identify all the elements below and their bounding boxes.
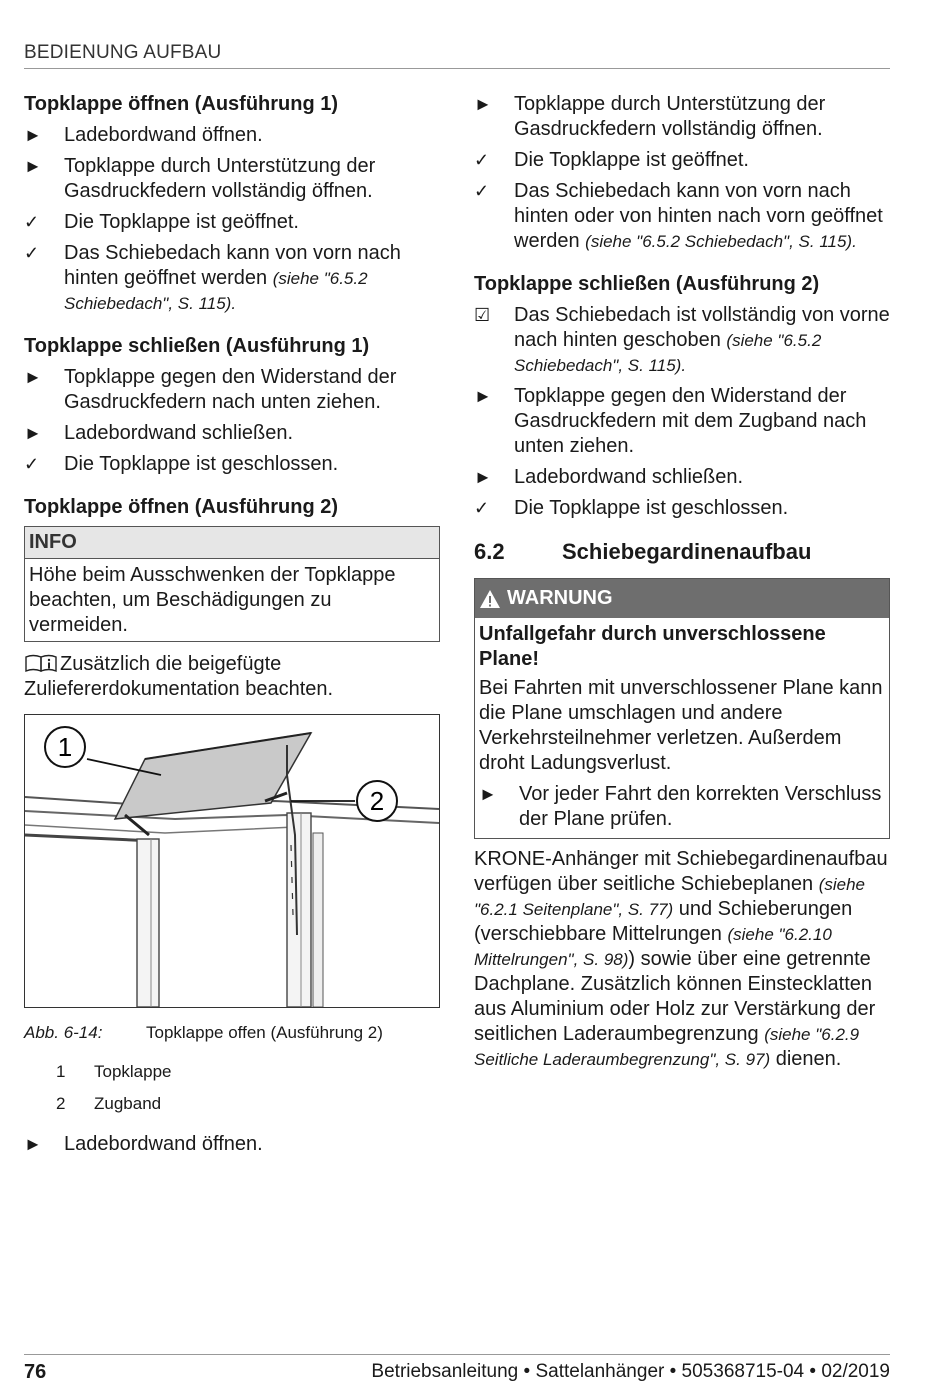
step-list [474,303,890,521]
arrow-icon: ► [474,467,492,487]
list-item: ► Topklappe durch Unterstützung der Gasdruckfedern vollständig öffnen. [474,93,826,140]
warning-box [474,578,890,839]
right-column [474,92,890,1072]
header-title: BEDIENUNG AUFBAU [24,42,222,63]
book-info-icon [24,653,58,673]
warning-title: Unfallgefahr durch unverschlossene Plane! [479,623,826,670]
arrow-icon: ► [24,1134,42,1154]
list-item: ✓ Die Topklappe ist geöffnet. [24,211,299,233]
arrow-icon: ► [24,367,42,387]
check-icon: ✓ [24,243,40,263]
callout-1: 1 [57,732,73,762]
list-item: ► Ladebordwand schließen. [474,466,744,488]
step-list [24,123,440,316]
list-item: ✓ Das Schiebedach kann von vorn nach hinten geöffnet werden (siehe "6.5.2 Schiebedach", S. 115). [24,242,401,313]
cross-reference-link[interactable]: (siehe "6.2.10 Mittelrungen", S. 98) [474,925,832,969]
list-item: ✓ Die Topklappe ist geöffnet. [474,149,749,171]
arrow-icon: ► [24,156,42,176]
check-icon: ✓ [474,498,490,518]
callout-2: 2 [369,786,385,816]
info-text: Höhe beim Ausschwenken der Topklappe beachten, um Beschädigungen zu vermeiden. [29,564,396,636]
page-footer [24,1354,890,1384]
list-item: ► Topklappe gegen den Widerstand der Gasdruckfedern nach unten ziehen. [24,366,397,413]
list-item: ► Ladebordwand öffnen. [24,1133,263,1155]
list-item: ► Ladebordwand öffnen. [24,124,263,146]
footer-text: Betriebsanleitung • Sattelanhänger • 505368715-04 • 02/2019 [371,1361,890,1382]
warning-text: Bei Fahrten mit unverschlossener Plane kann die Plane umschlagen und andere Verkehrsteilnehmer verletzen. Außerdem droht Ladungsverlust. [479,677,883,774]
cross-reference-link[interactable]: (siehe "6.2.1 Seitenplane", S. 77) [474,875,865,919]
legend-row: 1 Topklappe [56,1062,172,1081]
figure-caption [24,1020,440,1045]
arrow-icon: ► [474,386,492,406]
check-icon: ✓ [474,150,490,170]
section-title: Topklappe öffnen (Ausführung 2) [24,496,339,518]
arrow-icon: ► [474,94,492,114]
documentation-note: Zusätzlich die beigefügte Zuliefererdokumentation beachten. [24,653,334,700]
page-header [24,42,890,69]
page-number: 76 [24,1361,47,1383]
body-paragraph: KRONE-Anhänger mit Schiebegardinenaufbau verfügen über seitliche Schiebeplanen (siehe "6.2.1 Seitenplane", S. 77) und Schieberungen (verschiebbare Mittelrungen (siehe "6.2.10 Mittelrungen", S. 98)) sowie über eine getrennte Dachplane. Zusätzlich können Einstecklatten aus Aluminium oder Holz zur Verstärkung der seitlichen Laderaumbegrenzung (siehe "6.2.9 Seitliche Laderaumbegrenzung", S. 97) dienen. [474,848,888,1070]
section-title: Topklappe schließen (Ausführung 2) [474,273,820,295]
step-list [24,365,440,477]
checkbox-icon: ☑ [474,305,491,325]
check-icon: ✓ [474,181,490,201]
chapter-heading [474,539,890,564]
legend-row: 2 Zugband [56,1094,162,1113]
caption-text: Topklappe offen (Ausführung 2) [146,1023,383,1042]
figure-legend [24,1059,440,1116]
arrow-icon: ► [24,423,42,443]
cross-reference-link[interactable]: (siehe "6.5.2 Schiebedach", S. 115). [585,232,857,251]
warning-triangle-icon [479,589,501,609]
list-item: ✓ Die Topklappe ist geschlossen. [474,497,789,519]
arrow-icon: ► [24,125,42,145]
check-icon: ✓ [24,212,40,232]
step-list [474,92,890,254]
warning-heading: WARNUNG [475,579,889,618]
list-item: ► Ladebordwand schließen. [24,422,294,444]
left-column [24,92,440,1175]
chapter-title: Schiebegardinenaufbau [562,539,812,564]
list-item: ✓ Das Schiebedach kann von vorn nach hinten oder von hinten nach vorn geöffnet werden (siehe "6.5.2 Schiebedach", S. 115). [474,180,883,252]
chapter-number: 6.2 [474,539,505,564]
list-item: ✓ Die Topklappe ist geschlossen. [24,453,339,475]
caption-label: Abb. 6-14: [24,1023,103,1042]
info-box [24,526,440,642]
list-item: ► Topklappe gegen den Widerstand der Gasdruckfedern mit dem Zugband nach unten ziehen. [474,385,867,457]
cross-reference-link[interactable]: (siehe "6.5.2 Schiebedach", S. 115). [514,331,822,375]
list-item: ► Vor jeder Fahrt den korrekten Verschluss der Plane prüfen. [479,783,882,830]
info-heading: INFO [25,527,439,559]
section-title: Topklappe öffnen (Ausführung 1) [24,93,339,115]
check-icon: ✓ [24,454,40,474]
topklappe-illustration [25,715,439,1007]
list-item: ► Topklappe durch Unterstützung der Gasdruckfedern vollständig öffnen. [24,155,376,202]
arrow-icon: ► [479,784,497,804]
cross-reference-link[interactable]: (siehe "6.5.2 Schiebedach", S. 115). [64,269,368,313]
section-title: Topklappe schließen (Ausführung 1) [24,335,370,357]
cross-reference-link[interactable]: (siehe "6.2.9 Seitliche Laderaumbegrenzung", S. 97) [474,1025,860,1069]
figure-topklappe [24,714,440,1008]
step-list [24,1132,440,1157]
list-item: ☑ Das Schiebedach ist vollständig von vorne nach hinten geschoben (siehe "6.5.2 Schiebedach", S. 115). [474,304,890,375]
step-list [479,782,889,832]
